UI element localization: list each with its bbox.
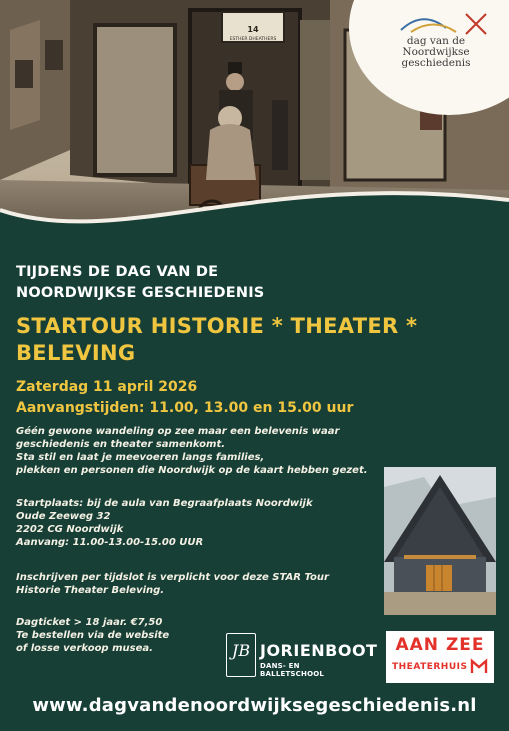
historic-photo: [0, 0, 509, 245]
event-date: Zaterdag 11 april 2026: [16, 379, 198, 395]
start-location-text: Startplaats: bij de aula van Begraafplaats Noordwijk Oude Zeeweg 32 2202 CG Noordwijk Aanvang: 11.00-13.00-15.00 UUR: [16, 498, 313, 548]
intro-text: Géén gewone wandeling op zee maar een belevenis waar geschiedenis en theater samenkomt. Sta stil en laat je meevoeren langs families, plekken en personen die Noordwijk op de kaart hebben gezet.: [16, 426, 368, 476]
jorienboot-subtitle: DANS- EN BALLETSCHOOL: [260, 662, 325, 678]
logo-text: dag van de Noordwijkse geschiedenis: [401, 35, 471, 69]
jorienboot-monogram: JB: [231, 641, 251, 660]
kicker-heading: TIJDENS DE DAG VAN DE NOORDWIJKSE GESCHIEDENIS: [16, 264, 265, 301]
jorienboot-name: JORIENBOOT: [260, 641, 378, 660]
event-times: Aanvangstijden: 11.00, 13.00 en 15.00 uur: [16, 400, 354, 416]
aan-zee-title: AAN ZEE: [395, 635, 485, 655]
logo-mark-icon: [371, 8, 501, 38]
theaterhuis-label: THEATERHUIS: [392, 662, 468, 672]
ticket-text: Dagticket > 18 jaar. €7,50 Te bestellen via de website of losse verkoop musea.: [16, 617, 170, 654]
theater-house-icon: [470, 657, 488, 675]
shop-name: ESTHER DHEATHERS: [229, 37, 277, 42]
website-url[interactable]: www.dagvandenoordwijksegeschiedenis.nl: [32, 695, 477, 716]
aula-building-photo: [384, 467, 496, 615]
event-headline: STARTOUR HISTORIE * THEATER * BELEVING: [16, 314, 418, 365]
dag-van-de-geschiedenis-logo: [371, 8, 501, 80]
aan-zee-theaterhuis-logo: [386, 631, 494, 683]
signup-text: Inschrijven per tijdslot is verplicht voor deze STAR Tour Historie Theater Beleving.: [16, 572, 329, 596]
shop-number: 14: [247, 25, 259, 34]
jorienboot-logo: [226, 633, 378, 679]
